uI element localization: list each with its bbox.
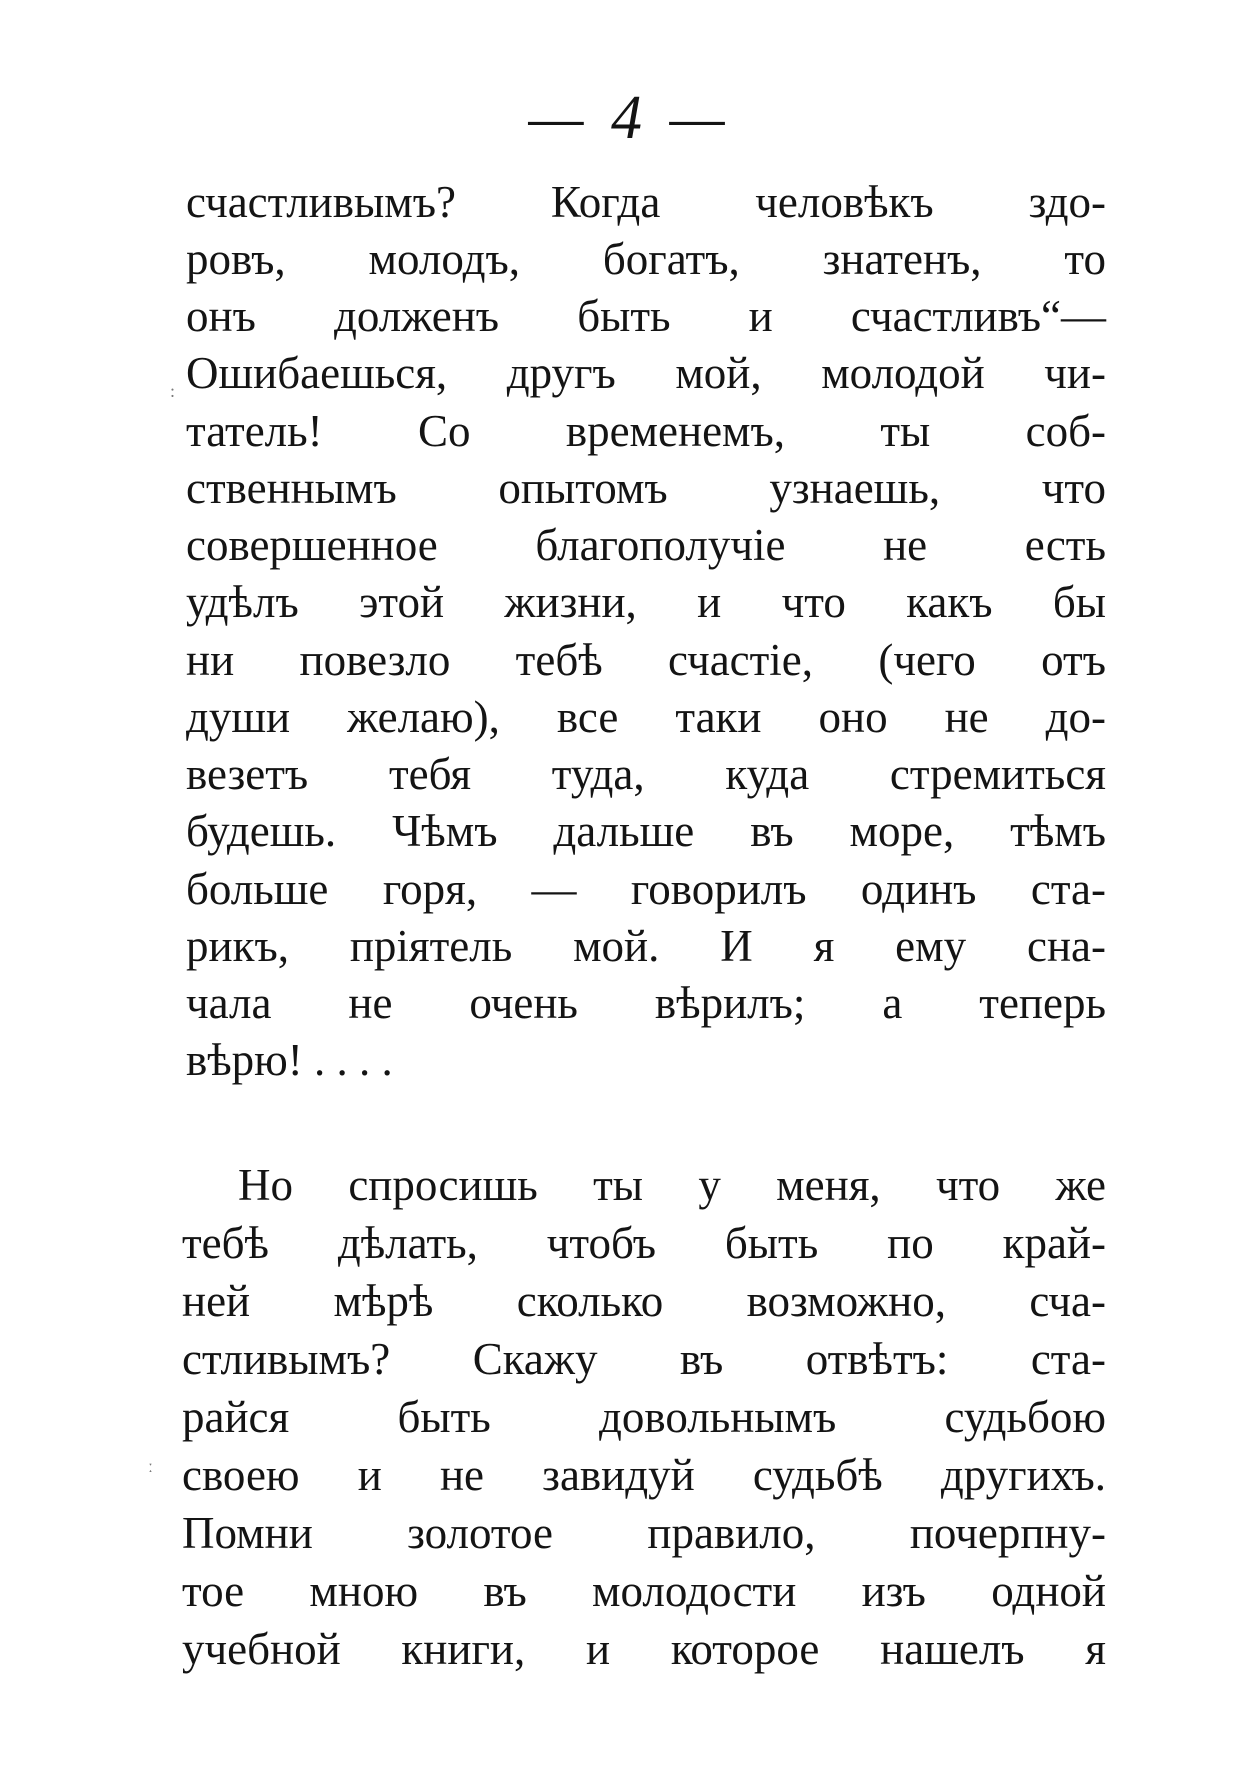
- page-number: — 4 —: [528, 84, 731, 152]
- text-line: ственнымъ опытомъ узнаешь, что: [186, 463, 1106, 513]
- text-line: рикъ, пріятель мой. И я ему сна-: [186, 921, 1106, 971]
- text-line: учебной книги, и которое нашелъ я: [182, 1624, 1106, 1674]
- text-line: души желаю), все таки оно не до-: [186, 692, 1106, 742]
- text-line: стливымъ? Скажу въ отвѣтъ: ста-: [182, 1334, 1106, 1384]
- margin-mark: ː: [148, 1456, 154, 1476]
- text-line: везетъ тебя туда, куда стремиться: [186, 749, 1106, 799]
- text-line: ровъ, молодъ, богатъ, знатенъ, то: [186, 234, 1106, 284]
- margin-mark: :: [170, 381, 176, 401]
- text-line: ней мѣрѣ сколько возможно, сча-: [182, 1276, 1106, 1326]
- text-line: тое мною въ молодости изъ одной: [182, 1566, 1106, 1616]
- text-line: совершенное благополучіе не есть: [186, 520, 1106, 570]
- text-line: ни повезло тебѣ счастіе, (чего отъ: [186, 635, 1106, 685]
- text-line: Но спросишь ты у меня, что же: [238, 1160, 1106, 1210]
- text-line: чала не очень вѣрилъ; а теперь: [186, 978, 1106, 1028]
- text-line: райся быть довольнымъ судьбою: [182, 1392, 1106, 1442]
- text-line: онъ долженъ быть и счастливъ“—: [186, 291, 1106, 341]
- text-line: своею и не завидуй судьбѣ другихъ.: [182, 1450, 1106, 1500]
- text-line: Помни золотое правило, почерпну-: [182, 1508, 1106, 1558]
- text-line: счастливымъ? Когда человѣкъ здо-: [186, 177, 1106, 227]
- text-line: будешь. Чѣмъ дальше въ море, тѣмъ: [186, 806, 1106, 856]
- text-line: больше горя, — говорилъ одинъ ста-: [186, 864, 1106, 914]
- text-line: татель! Со временемъ, ты соб-: [186, 406, 1106, 456]
- text-line: Ошибаешься, другъ мой, молодой чи-: [186, 348, 1106, 398]
- text-line: вѣрю! . . . .: [186, 1035, 393, 1085]
- text-line: тебѣ дѣлать, чтобъ быть по край-: [182, 1218, 1106, 1268]
- text-line: удѣлъ этой жизни, и что какъ бы: [186, 577, 1106, 627]
